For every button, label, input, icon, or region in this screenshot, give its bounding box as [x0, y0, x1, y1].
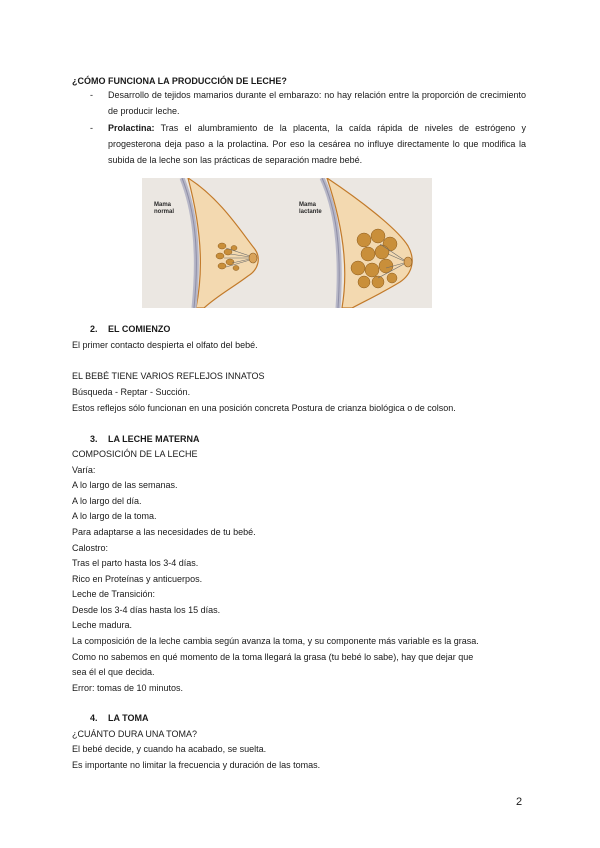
paragraph-line: Leche madura.: [72, 620, 133, 630]
bullet-body: Tras el alumbramiento de la placenta, la caída rápida de niveles de estrógeno y progesterona deja paso a la prolactina. Por eso la cesárea no influye directamente lo que modifica la subida de la leche son las prácticas de separación madre bebé.: [108, 123, 526, 165]
paragraph-line: La composición de la leche cambia según avanza la toma, y su componente más variable es la grasa.: [72, 636, 479, 646]
normal-breast-drawing: [142, 178, 258, 308]
paragraph-line: Es importante no limitar la frecuencia y duración de las tomas.: [72, 760, 321, 770]
figure-label-lactating-line2: lactante: [299, 209, 322, 215]
paragraph-line: El bebé decide, y cuando ha acabado, se suelta.: [72, 744, 267, 754]
paragraph-line: Calostro:: [72, 543, 109, 553]
paragraph-line: Como no sabemos en qué momento de la toma llegará la grasa (tu bebé lo sabe), hay que dejar que: [72, 652, 474, 662]
sub-heading: COMPOSICIÓN DE LA LECHE: [72, 449, 198, 459]
paragraph-line: Rico en Proteínas y anticuerpos.: [72, 574, 203, 584]
paragraph-line: A lo largo de la toma.: [72, 511, 157, 521]
bullet-dash: -: [90, 123, 93, 133]
sub-heading: EL BEBÉ TIENE VARIOS REFLEJOS INNATOS: [72, 371, 265, 381]
bullet-item: [108, 87, 526, 119]
bullet-label: Prolactina:: [108, 123, 155, 133]
paragraph-line: Para adaptarse a las necesidades de tu bebé.: [72, 527, 256, 537]
paragraph-line: Leche de Transición:: [72, 589, 156, 599]
figure-label-lactating-line1: Mama: [299, 202, 317, 208]
section-number: 4.: [90, 713, 98, 723]
paragraph-line: Desde los 3-4 días hasta los 15 días.: [72, 605, 221, 615]
bullet-dash: -: [90, 90, 93, 100]
paragraph-line: Varía:: [72, 465, 96, 475]
paragraph-line: Búsqueda - Reptar - Succión.: [72, 387, 191, 397]
figure-label-lactating: [299, 202, 339, 216]
section-number: 2.: [90, 324, 98, 334]
section-question-heading: ¿CÓMO FUNCIONA LA PRODUCCIÓN DE LECHE?: [72, 76, 287, 86]
breast-anatomy-svg: [142, 178, 432, 308]
paragraph-line: sea él el que decida.: [72, 667, 155, 677]
bullet-item: [108, 120, 526, 168]
paragraph-line: A lo largo del día.: [72, 496, 142, 506]
paragraph-line: A lo largo de las semanas.: [72, 480, 178, 490]
paragraph-line: Error: tomas de 10 minutos.: [72, 683, 184, 693]
paragraph-line: El primer contacto despierta el olfato del bebé.: [72, 340, 258, 350]
paragraph-line: Estos reflejos sólo funcionan en una posición concreta Postura de crianza biológica o de colson.: [72, 403, 456, 413]
section-title: LA LECHE MATERNA: [108, 434, 200, 444]
figure-label-normal-line2: normal: [154, 209, 175, 215]
bullet-body: Desarrollo de tejidos mamarios durante el embarazo: no hay relación entre la proporción de crecimiento de producir leche.: [108, 90, 526, 116]
figure-label-normal-line1: Mama: [154, 202, 172, 208]
lactating-breast-drawing: [322, 178, 412, 308]
section-title: LA TOMA: [108, 713, 149, 723]
section-title: EL COMIENZO: [108, 324, 171, 334]
breast-illustration: [142, 178, 432, 308]
sub-heading: ¿CUÁNTO DURA UNA TOMA?: [72, 729, 198, 739]
figure-label-normal: [154, 202, 194, 216]
section-number: 3.: [90, 434, 98, 444]
page-number: 2: [516, 796, 523, 808]
paragraph-line: Tras el parto hasta los 3-4 días.: [72, 558, 199, 568]
